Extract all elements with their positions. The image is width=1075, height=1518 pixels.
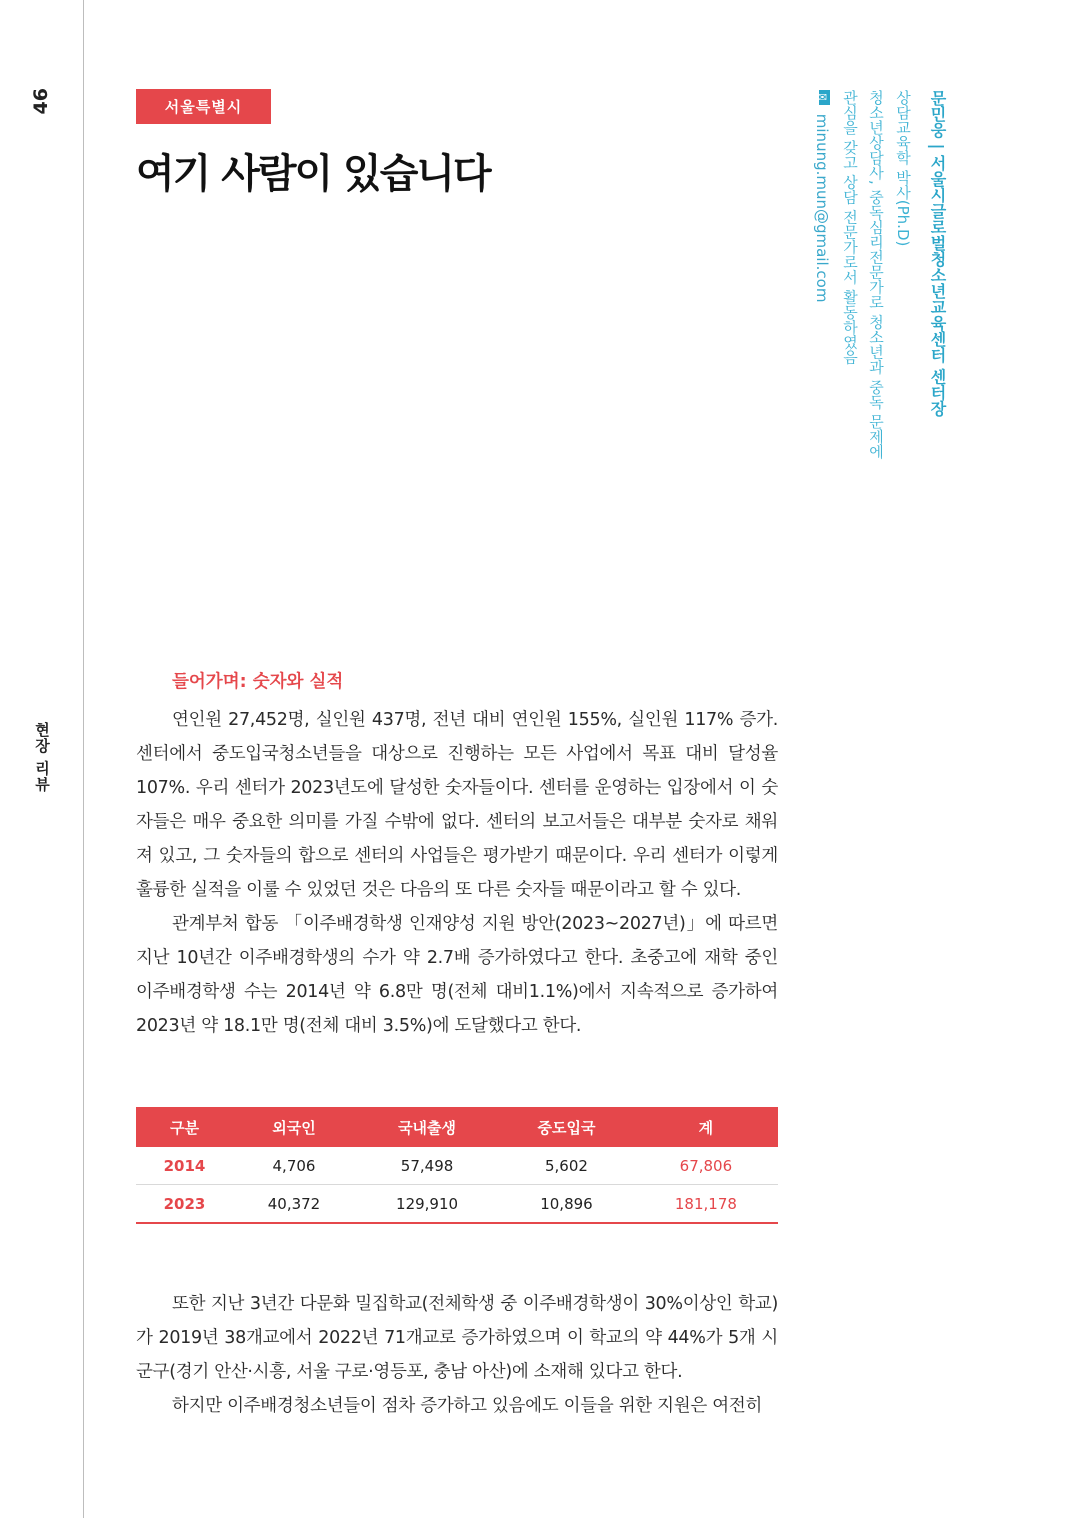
table-cell: 10,896 xyxy=(499,1185,634,1224)
table-header: 외국인 xyxy=(233,1107,355,1147)
table-cell-total: 67,806 xyxy=(634,1147,778,1185)
table-header: 중도입국 xyxy=(499,1107,634,1147)
table-cell: 4,706 xyxy=(233,1147,355,1185)
table-cell-total: 181,178 xyxy=(634,1185,778,1224)
author-name-line: 문민웅 | 서울시글로벌청소년교육센터 센터장 xyxy=(928,90,947,417)
table-row xyxy=(136,1147,778,1185)
author-bio-line: 상담교육학 박사(Ph.D) xyxy=(894,90,912,247)
margin-rule xyxy=(83,0,84,1518)
table-header: 구분 xyxy=(136,1107,233,1147)
table-cell: 40,372 xyxy=(233,1185,355,1224)
paragraph: 관계부처 합동 「이주배경학생 인재양성 지원 방안(2023~2027년)」에 따르면 지난 10년간 이주배경학생의 수가 약 2.7배 증가하였다고 한다. 초중고에 재학 중인 이주배경학생 수는 2014년 약 6.8만 명(전체 대비1.1%)에서 지속적으로 증가하여 2023년 약 18.1만 명(전체 대비 3.5%)에 도달했다고 한다. xyxy=(136,914,778,1036)
table-cell: 57,498 xyxy=(355,1147,499,1185)
body-text-block xyxy=(136,703,778,1043)
table-row xyxy=(136,1185,778,1224)
author-email-line xyxy=(812,90,832,302)
table-header: 국내출생 xyxy=(355,1107,499,1147)
table-cell-year: 2014 xyxy=(136,1147,233,1185)
table-cell: 5,602 xyxy=(499,1147,634,1185)
table-header: 계 xyxy=(634,1107,778,1147)
author-bio-line: 관심을 갖고 상담 전문가로서 활동하였음 xyxy=(841,90,859,365)
paragraph: 연인원 27,452명, 실인원 437명, 전년 대비 연인원 155%, 실인원 117% 증가. 센터에서 중도입국청소년들을 대상으로 진행하는 모든 사업에서 목표 대비 달성율 107%. 우리 센터가 2023년도에 달성한 숫자들이다. 센터를 운영하는 입장에서 이 숫자들은 매우 중요한 의미를 가질 수밖에 없다. 센터의 보고서들은 대부분 숫자로 채워져 있고, 그 숫자들의 합으로 센터의 사업들은 평가받기 때문이다. 우리 센터가 이렇게 훌륭한 실적을 이룰 수 있었던 것은 다음의 또 다른 숫자들 때문이라고 할 수 있다. xyxy=(136,710,778,900)
section-subheading: 들어가며: 숫자와 실적 xyxy=(172,672,344,692)
paragraph: 하지만 이주배경청소년들이 점차 증가하고 있음에도 이들을 위한 지원은 여전히 xyxy=(172,1396,763,1416)
statistics-table xyxy=(136,1107,778,1224)
table-header-row xyxy=(136,1107,778,1147)
author-bio-line: 청소년상담사, 중독심리전문가로 청소년과 중독 문제에 xyxy=(867,90,885,459)
author-email[interactable]: minung.mun@gmail.com xyxy=(813,113,831,303)
region-tag: 서울특별시 xyxy=(136,89,271,124)
mail-icon: ✉ xyxy=(816,91,829,104)
section-label: 현장 리뷰 xyxy=(33,722,51,793)
article-title: 여기 사람이 있습니다 xyxy=(136,151,490,197)
body-text-block xyxy=(136,1287,778,1423)
paragraph: 또한 지난 3년간 다문화 밀집학교(전체학생 중 이주배경학생이 30%이상인 학교)가 2019년 38개교에서 2022년 71개교로 증가하였으며 이 학교의 약 44%가 5개 시군구(경기 안산·시흥, 서울 구로·영등포, 충남 아산)에 소재해 있다고 한다. xyxy=(136,1294,778,1382)
table-cell: 129,910 xyxy=(355,1185,499,1224)
page-number: 46 xyxy=(30,88,52,115)
table-cell-year: 2023 xyxy=(136,1185,233,1224)
